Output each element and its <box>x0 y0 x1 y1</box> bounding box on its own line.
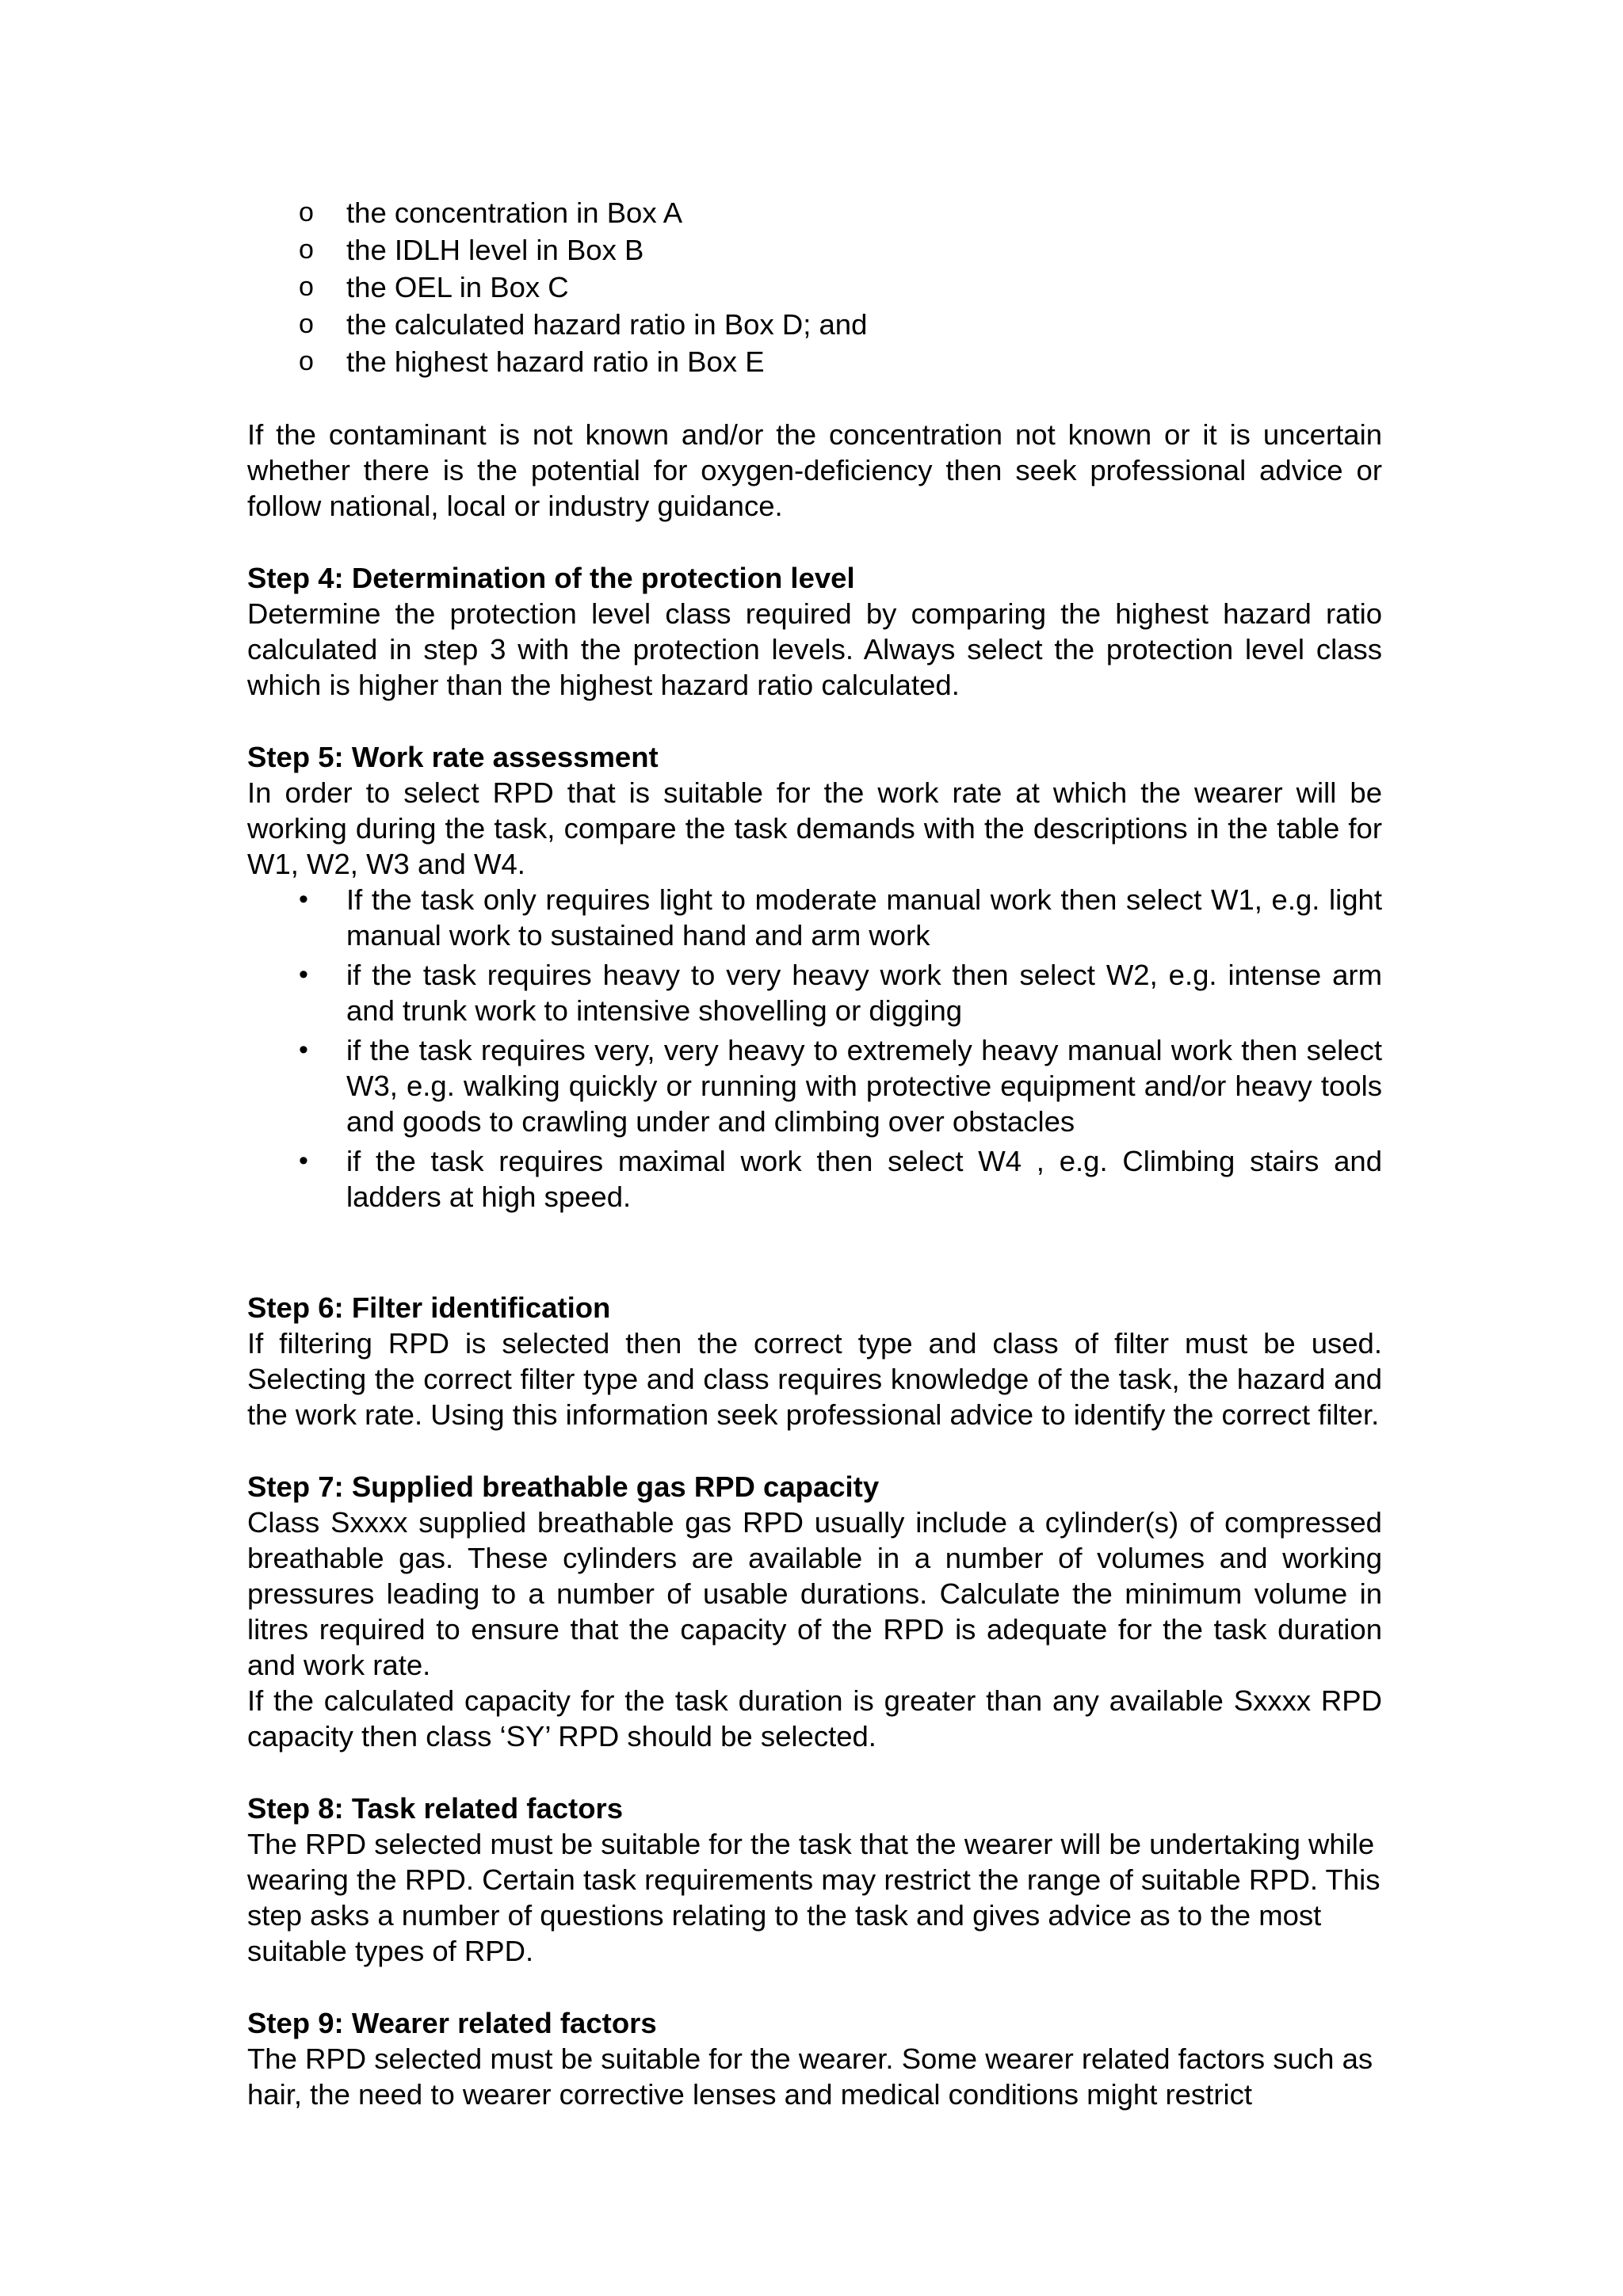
step7-body-2: If the calculated capacity for the task duration is greater than any available Sxxxx RPD capacity then class ‘SY’ RPD should be selected. <box>247 1684 1382 1753</box>
step6-body: If filtering RPD is selected then the correct type and class of filter must be used. Selecting the correct filter type and class requires knowledge of the task, the hazard and the work rate. Using this information seek professional advice to identify the correct filter. <box>247 1327 1382 1431</box>
circle-bullet-icon: o <box>299 272 314 302</box>
bullet-icon: • <box>299 1035 308 1065</box>
step8-heading: Step 8: Task related factors <box>247 1792 624 1825</box>
bullet-icon: • <box>299 959 308 990</box>
step9-heading: Step 9: Wearer related factors <box>247 2007 657 2039</box>
list-item: o the IDLH level in Box B <box>247 231 1382 269</box>
circle-bullet-icon: o <box>299 309 314 339</box>
list-item: o the highest hazard ratio in Box E <box>247 343 1382 380</box>
step7-body: Class Sxxxx supplied breathable gas RPD usually include a cylinder(s) of compressed breathable gas. These cylinders are available in a number of volumes and working pressures leading to a number of usable durations. Calculate the minimum volume in litres required to ensure that the capacity of the RPD is adequate for the task duration and work rate. <box>247 1506 1382 1681</box>
step9-body: The RPD selected must be suitable for the wearer. Some wearer related factors such as hair, the need to wearer corrective lenses and medical conditions might restrict <box>247 2042 1373 2111</box>
list-item: • if the task requires very, very heavy to extremely heavy manual work then select W3, e.g. walking quickly or running with protective equipment and/or heavy tools and goods to crawling under and climbing over obstacles <box>299 1034 1382 1138</box>
bullet-icon: • <box>299 1146 308 1176</box>
bullet-icon: • <box>299 884 308 914</box>
circle-bullet-icon: o <box>299 197 314 227</box>
list-item: o the concentration in Box A <box>247 194 1382 231</box>
step5-heading: Step 5: Work rate assessment <box>247 741 659 773</box>
step8-body: The RPD selected must be suitable for the task that the wearer will be undertaking while wearing the RPD. Certain task requirements may restrict the range of suitable RPD. This step asks a number of questions relating to the task and gives advice as to the most suitable types of RPD. <box>247 1828 1381 1967</box>
step4-heading: Step 4: Determination of the protection level <box>247 562 855 594</box>
step7-heading: Step 7: Supplied breathable gas RPD capacity <box>247 1470 880 1503</box>
work-rate-list <box>247 882 1382 1215</box>
intro-paragraph: If the contaminant is not known and/or the concentration not known or it is uncertain whether there is the potential for oxygen-deficiency then seek professional advice or follow national, local or industry guidance. <box>247 418 1382 522</box>
list-item: o the calculated hazard ratio in Box D; and <box>247 306 1382 343</box>
list-item: • if the task requires maximal work then select W4 , e.g. Climbing stairs and ladders at high speed. <box>299 1145 1382 1213</box>
list-item: • If the task only requires light to moderate manual work then select W1, e.g. light manual work to sustained hand and arm work <box>299 883 1382 952</box>
document-page <box>247 194 1382 2112</box>
list-item: • if the task requires heavy to very heavy work then select W2, e.g. intense arm and trunk work to intensive shovelling or digging <box>299 959 1382 1027</box>
step4-body: Determine the protection level class required by comparing the highest hazard ratio calculated in step 3 with the protection levels. Always select the protection level class which is higher than the highest hazard ratio calculated. <box>247 597 1382 701</box>
step6-heading: Step 6: Filter identification <box>247 1291 611 1324</box>
circle-bullet-icon: o <box>299 235 314 265</box>
box-list <box>247 194 1382 380</box>
list-item: o the OEL in Box C <box>247 269 1382 306</box>
circle-bullet-icon: o <box>299 346 314 376</box>
step5-body: In order to select RPD that is suitable for the work rate at which the wearer will be working during the task, compare the task demands with the descriptions in the table for W1, W2, W3 and W4. <box>247 776 1382 880</box>
